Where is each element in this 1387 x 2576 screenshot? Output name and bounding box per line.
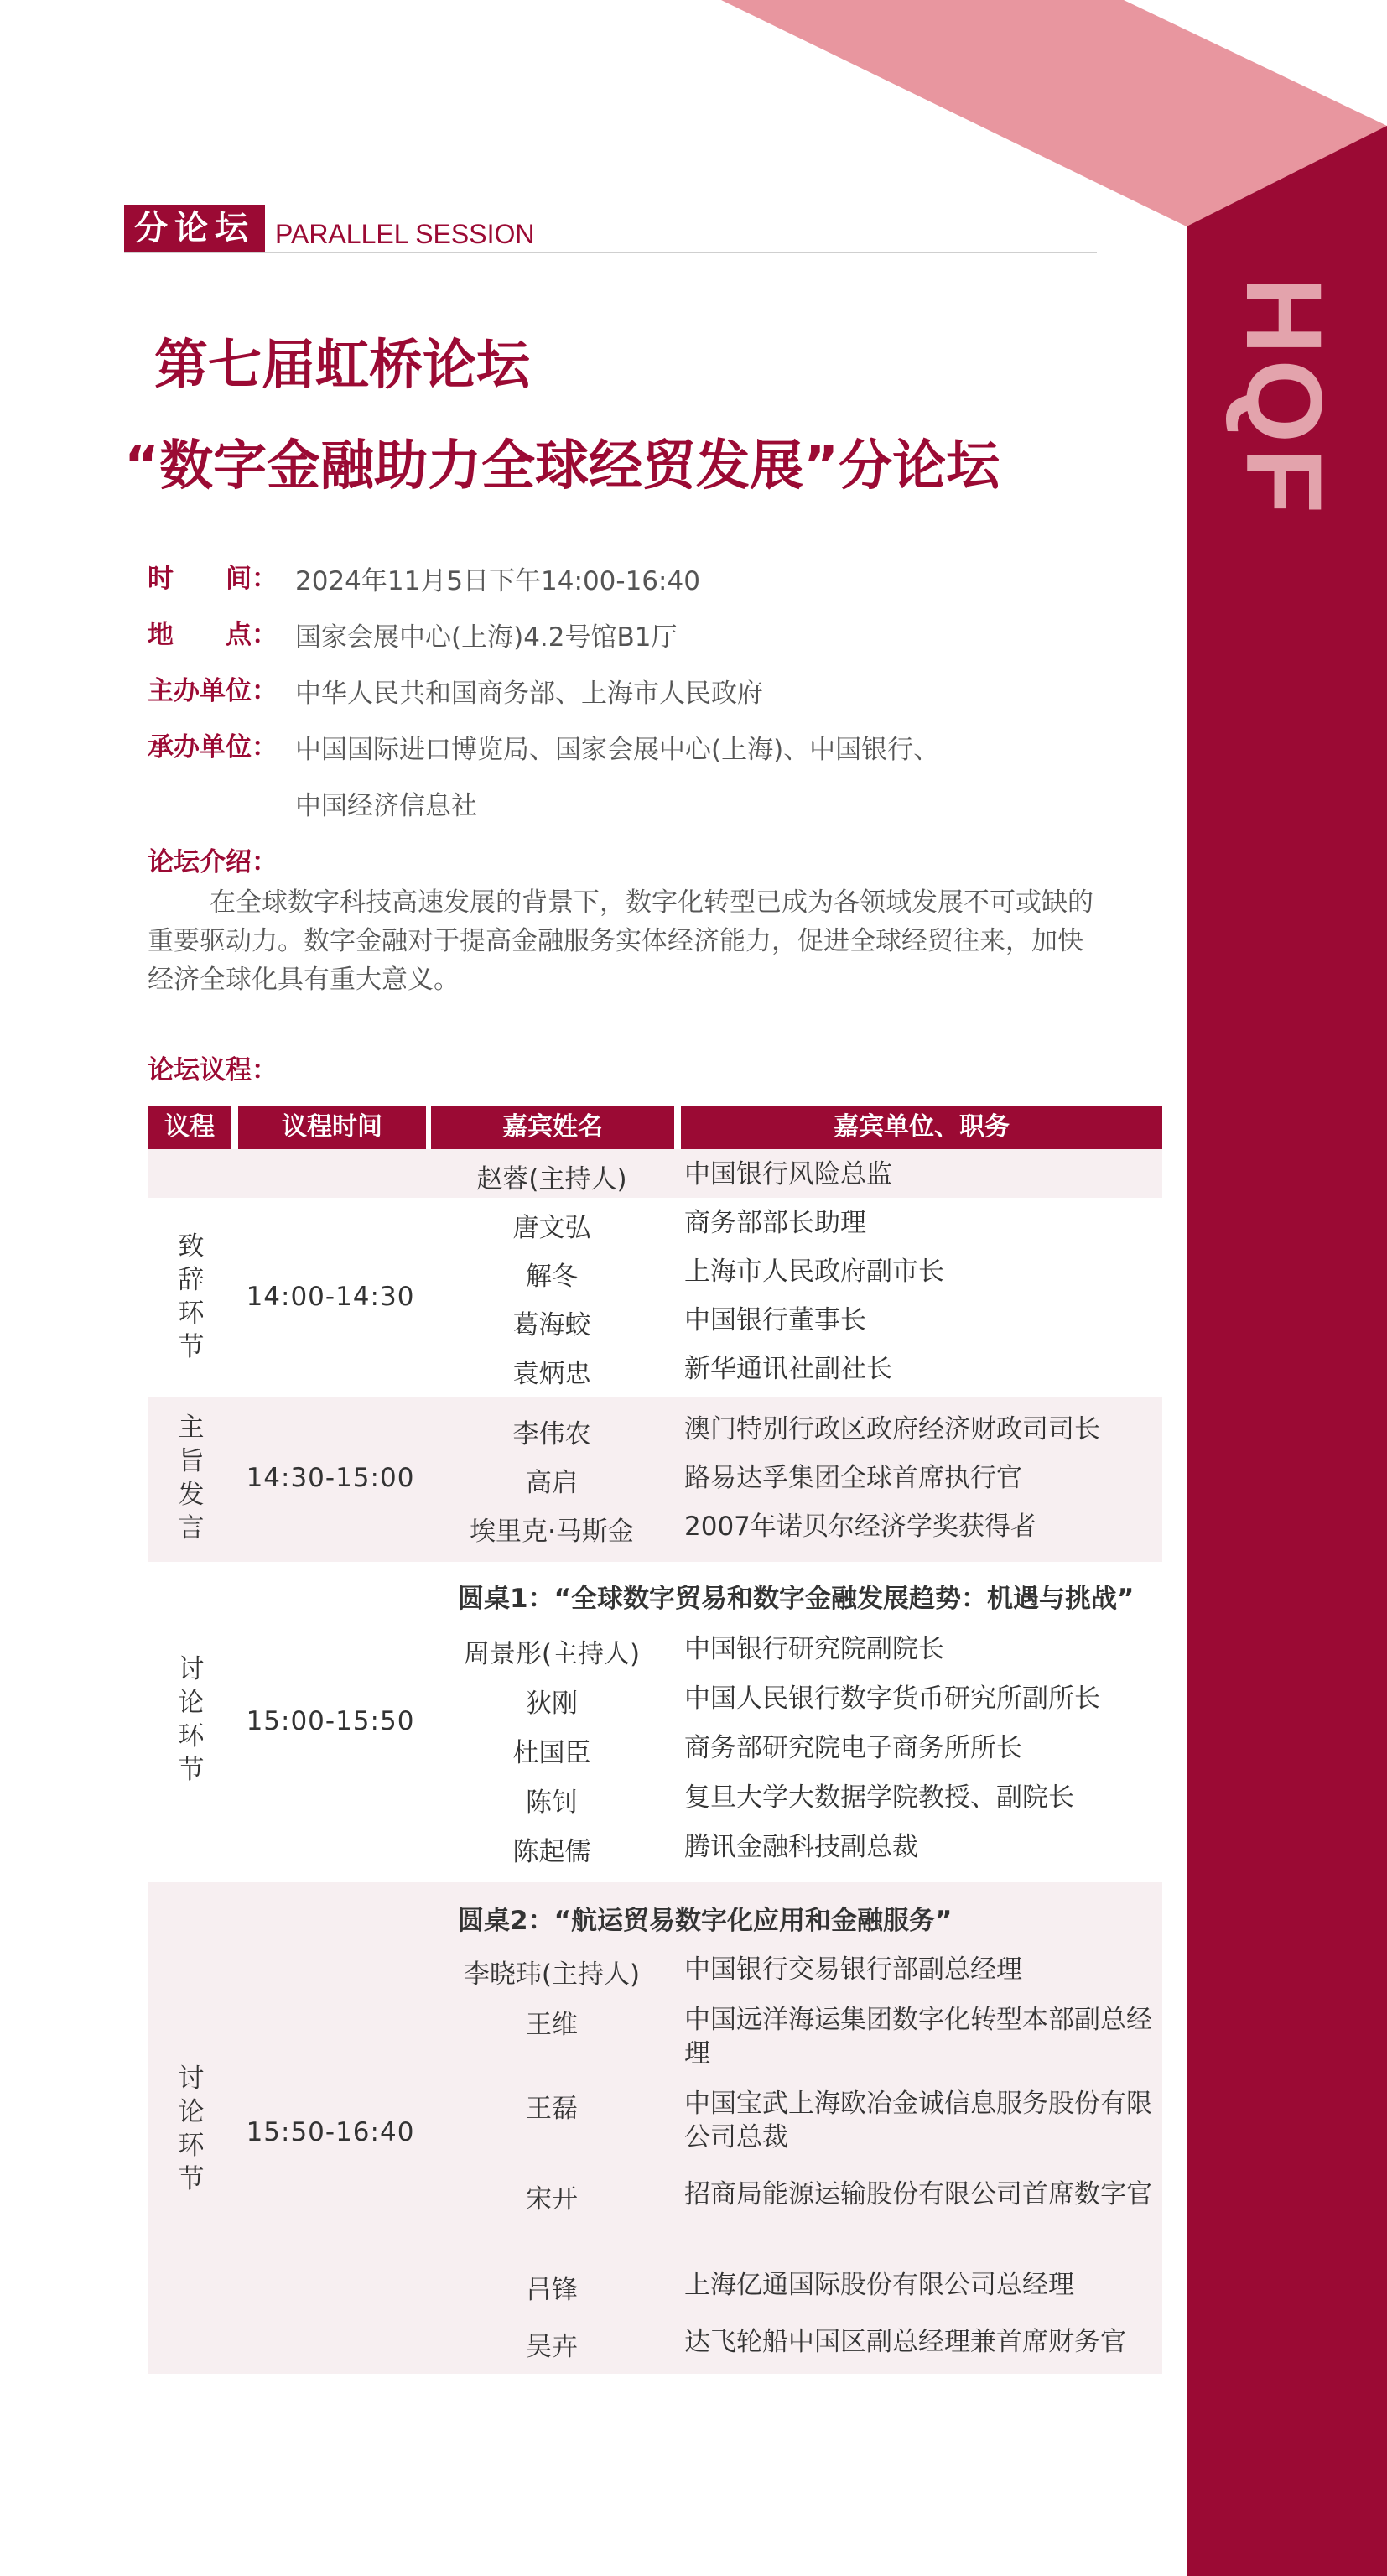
session-label: 讨 论 环 节 — [178, 2063, 205, 2194]
guest-name: 宋开 — [526, 2184, 578, 2214]
info-block — [148, 554, 1154, 835]
session-time: 14:30-15:00 — [246, 1463, 415, 1493]
section-tag — [124, 205, 534, 252]
info-value: 国家会展中心(上海)4.2号馆B1厅 — [295, 622, 678, 653]
guest-org: 中国远洋海运集团数字化转型本部副总经理 — [684, 2005, 1152, 2069]
tag-en: PARALLEL SESSION — [275, 218, 535, 249]
guest-org: 商务部研究院电子商务所所长 — [684, 1733, 1022, 1763]
guest-name: 杜国臣 — [512, 1738, 591, 1768]
guest-name: 高启 — [526, 1468, 578, 1498]
session-label: 致 辞 环 节 — [178, 1231, 205, 1362]
guest-name: 李晓玮(主持人) — [463, 1959, 641, 1990]
session-label: 主 旨 发 言 — [178, 1413, 205, 1543]
hqf-logo-text: HQF — [1223, 277, 1343, 519]
intro-text: 在全球数字科技高速发展的背景下，数字化转型已成为各领域发展不可或缺的重要驱动力。数字金融对于提高金融服务实体经济能力，促进全球经贸往来，加快经济全球化具有重大意义。 — [148, 887, 1093, 995]
guest-name: 王磊 — [526, 2094, 578, 2124]
session-time: 14:00-14:30 — [246, 1282, 415, 1312]
info-venue — [148, 610, 1154, 666]
agenda-label: 论坛议程： — [148, 1055, 278, 1085]
guest-org: 中国银行董事长 — [684, 1305, 866, 1335]
guest-name: 陈钊 — [526, 1788, 578, 1818]
header-time: 议程时间 — [238, 1106, 426, 1149]
roundtable-title: 圆桌2：“航运贸易数字化应用和金融服务” — [458, 1906, 953, 1936]
guest-org: 中国银行研究院副院长 — [684, 1634, 944, 1664]
guest-org: 路易达孚集团全球首席执行官 — [684, 1463, 1022, 1493]
title-line-2: “数字金融助力全球经贸发展”分论坛 — [124, 435, 1000, 497]
guest-org: 2007年诺贝尔经济学奖获得者 — [684, 1512, 1036, 1542]
info-label: 承办单位： — [148, 732, 278, 762]
guest-org: 中国银行交易银行部副总经理 — [684, 1954, 1022, 1985]
info-host — [148, 666, 1154, 722]
guest-name: 李伟农 — [512, 1419, 591, 1449]
guest-org: 上海市人民政府副市长 — [684, 1257, 944, 1287]
header-session: 议程 — [148, 1106, 231, 1149]
guest-name: 王维 — [526, 2010, 578, 2040]
guest-name: 解冬 — [526, 1262, 578, 1292]
session-time: 15:00-15:50 — [246, 1706, 415, 1736]
info-value: 中国国际进口博览局、国家会展中心(上海)、中国银行、 — [295, 735, 940, 765]
guest-name: 周景彤(主持人) — [463, 1639, 641, 1669]
guest-org: 上海亿通国际股份有限公司总经理 — [684, 2270, 1074, 2300]
guest-org: 腾讯金融科技副总裁 — [684, 1832, 918, 1862]
guest-org: 招商局能源运输股份有限公司首席数字官 — [684, 2179, 1152, 2209]
info-label: 地 点： — [148, 620, 278, 650]
header-name: 嘉宾姓名 — [431, 1106, 674, 1149]
info-label: 时 间： — [148, 564, 278, 594]
session-time: 15:50-16:40 — [246, 2117, 415, 2147]
header-org: 嘉宾单位、职务 — [681, 1106, 1162, 1149]
info-value: 2024年11月5日下午14:00-16:40 — [295, 566, 700, 596]
guest-org: 中国人民银行数字货币研究所副所长 — [684, 1684, 1100, 1714]
title-line-1: 第七届虹桥论坛 — [154, 335, 530, 397]
guest-name: 陈起儒 — [512, 1837, 591, 1867]
guest-name: 袁炳忠 — [512, 1359, 591, 1389]
guest-org: 达飞轮船中国区副总经理兼首席财务官 — [684, 2327, 1126, 2357]
guest-name: 赵蓉(主持人) — [476, 1164, 627, 1194]
intro-label: 论坛介绍： — [148, 847, 278, 877]
guest-name: 唐文弘 — [512, 1213, 591, 1243]
info-value: 中华人民共和国商务部、上海市人民政府 — [295, 679, 763, 709]
table-header — [148, 1106, 1162, 1149]
guest-name: 埃里克·马斯金 — [470, 1517, 634, 1547]
guest-org: 澳门特别行政区政府经济财政司司长 — [684, 1414, 1100, 1444]
session-keynote — [148, 1397, 1162, 1562]
session-opening — [148, 1198, 1162, 1397]
guest-name: 吕锋 — [526, 2275, 578, 2305]
guest-org: 商务部部长助理 — [684, 1208, 866, 1238]
session-roundtable-2 — [148, 1882, 1162, 2374]
roundtable-title: 圆桌1：“全球数字贸易和数字金融发展趋势：机遇与挑战” — [458, 1584, 1135, 1614]
guest-org: 复旦大学大数据学院教授、副院长 — [684, 1782, 1074, 1813]
guest-org: 中国银行风险总监 — [684, 1159, 892, 1189]
session-roundtable-1 — [148, 1562, 1162, 1882]
page-title — [124, 315, 1172, 517]
info-time — [148, 554, 1154, 610]
session-label: 讨 论 环 节 — [178, 1654, 205, 1785]
guest-name: 葛海蛟 — [512, 1310, 591, 1340]
guest-name: 吴卉 — [526, 2332, 578, 2362]
info-organizer — [148, 722, 1154, 835]
info-label: 主办单位： — [148, 676, 278, 706]
guest-org: 中国宝武上海欧冶金诚信息服务股份有限公司总裁 — [684, 2089, 1152, 2152]
tag-divider — [124, 252, 1097, 253]
info-value-cont: 中国经济信息社 — [295, 791, 477, 821]
guest-name: 狄刚 — [526, 1689, 578, 1719]
guest-org: 新华通讯社副社长 — [684, 1354, 892, 1384]
tag-cn: 分论坛 — [124, 205, 265, 252]
table-row-host — [148, 1149, 1162, 1198]
